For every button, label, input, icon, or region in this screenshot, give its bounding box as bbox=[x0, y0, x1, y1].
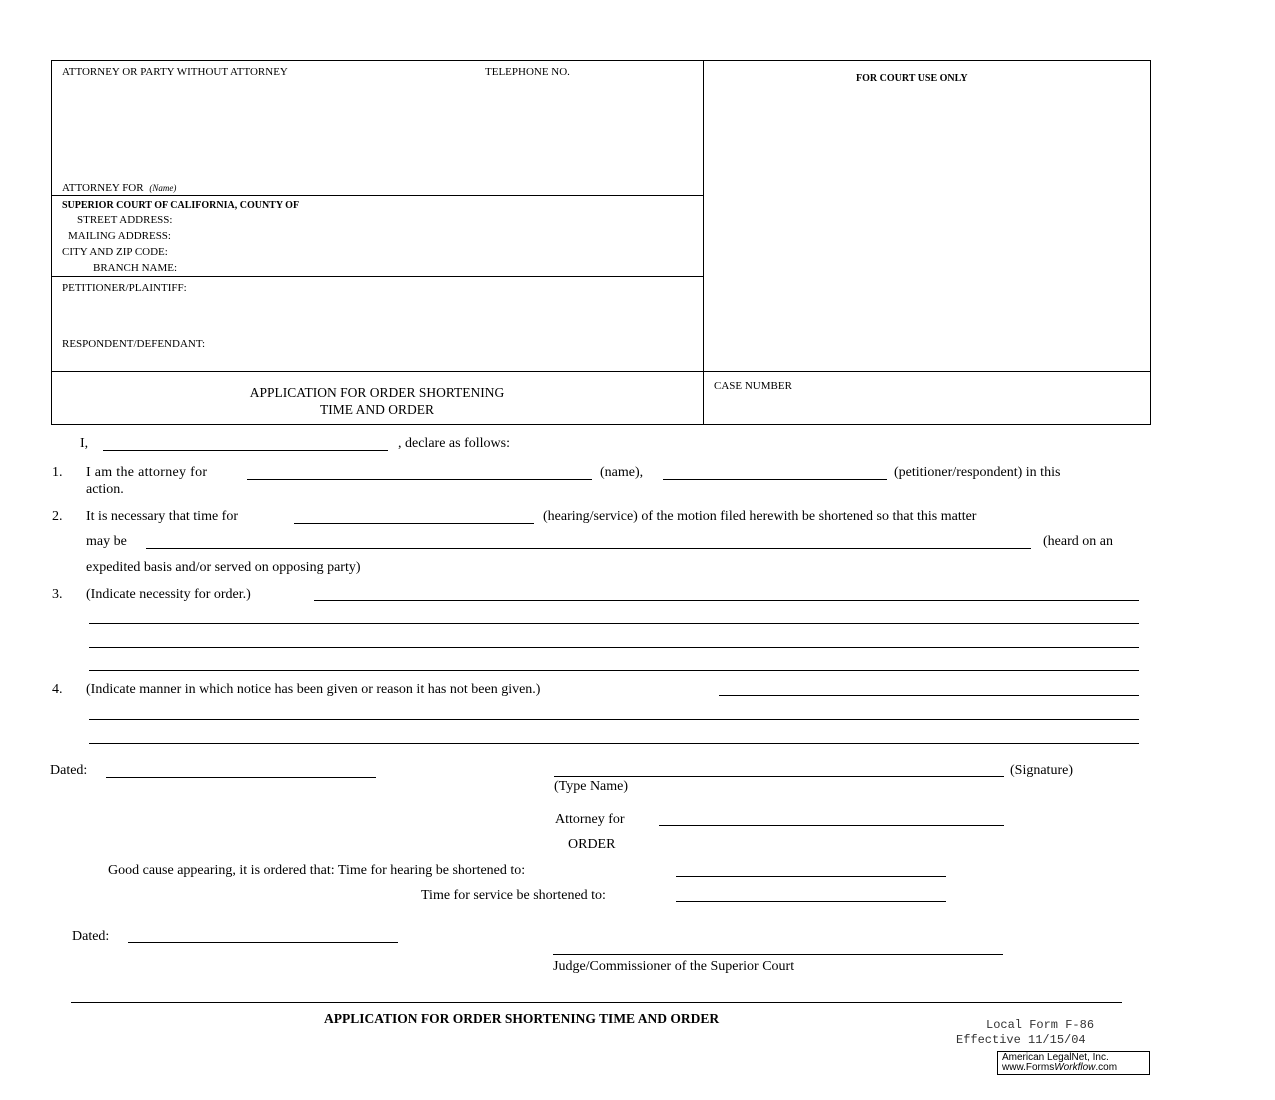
item1-text-d: action. bbox=[86, 482, 124, 497]
website-prefix: www.Forms bbox=[1002, 1062, 1055, 1073]
local-form-number: Local Form F-86 bbox=[986, 1018, 1095, 1032]
petitioner-label: PETITIONER/PLAINTIFF: bbox=[62, 282, 187, 294]
item1-text-a: I am the attorney for bbox=[86, 465, 208, 480]
case-number-label: CASE NUMBER bbox=[714, 380, 792, 392]
court-title: SUPERIOR COURT OF CALIFORNIA, COUNTY OF bbox=[62, 200, 300, 211]
declare-prefix: I, bbox=[80, 436, 89, 451]
good-cause-text: Good cause appearing, it is ordered that: Time for hearing be shortened to: bbox=[108, 863, 526, 878]
order-heading: ORDER bbox=[568, 837, 616, 852]
item3-line-2[interactable] bbox=[89, 623, 1139, 624]
item1-party-field[interactable] bbox=[663, 479, 887, 480]
dated-label: Dated: bbox=[50, 763, 88, 778]
footer-title: APPLICATION FOR ORDER SHORTENING TIME AND ORDER bbox=[324, 1011, 720, 1026]
telephone-label: TELEPHONE NO. bbox=[485, 66, 570, 78]
declare-suffix: , declare as follows: bbox=[398, 436, 510, 451]
mailing-address-label: MAILING ADDRESS: bbox=[68, 230, 171, 242]
item3-line-3[interactable] bbox=[89, 647, 1139, 648]
caption-divider-3 bbox=[51, 371, 1151, 372]
signature-label: (Signature) bbox=[1010, 763, 1073, 778]
item4-text-a: (Indicate manner in which notice has been given or reason it has not been given.) bbox=[86, 682, 541, 697]
form-title bbox=[51, 384, 703, 418]
attorney-for-sig-label: Attorney for bbox=[555, 812, 625, 827]
item2-text-d: (heard on an bbox=[1043, 534, 1113, 549]
street-address-label: STREET ADDRESS: bbox=[77, 214, 173, 226]
hearing-shortened-field[interactable] bbox=[676, 876, 946, 877]
respondent-label: RESPONDENT/DEFENDANT: bbox=[62, 338, 206, 350]
court-use-label: FOR COURT USE ONLY bbox=[856, 73, 968, 84]
form-title-line2: TIME AND ORDER bbox=[320, 402, 434, 417]
item2-text-b: (hearing/service) of the motion filed herewith be shortened so that this matter bbox=[543, 509, 977, 524]
publisher-website[interactable] bbox=[1002, 1062, 1117, 1073]
attorney-for-sig-field[interactable] bbox=[659, 825, 1004, 826]
website-italic: Workflow bbox=[1054, 1062, 1096, 1073]
service-text: Time for service be shortened to: bbox=[421, 888, 606, 903]
judge-label: Judge/Commissioner of the Superior Court bbox=[553, 959, 795, 974]
attorney-for-label bbox=[62, 182, 176, 194]
item1-number: 1. bbox=[52, 465, 63, 480]
caption-divider-1 bbox=[51, 195, 703, 196]
item4-line-3[interactable] bbox=[89, 743, 1139, 744]
website-suffix: .com bbox=[1095, 1062, 1118, 1073]
type-name-label: (Type Name) bbox=[554, 779, 629, 794]
footer-rule bbox=[71, 1002, 1122, 1003]
item3-text-a: (Indicate necessity for order.) bbox=[86, 587, 251, 602]
item1-text-b: (name), bbox=[600, 465, 644, 480]
item4-number: 4. bbox=[52, 682, 63, 697]
order-dated-label: Dated: bbox=[72, 929, 110, 944]
publisher-name: American LegalNet, Inc. bbox=[1002, 1052, 1109, 1063]
city-zip-label: CITY AND ZIP CODE: bbox=[62, 246, 168, 258]
item4-line-2[interactable] bbox=[89, 719, 1139, 720]
item3-line-1[interactable] bbox=[314, 600, 1139, 601]
item3-line-4[interactable] bbox=[89, 670, 1139, 671]
item2-may-be-field[interactable] bbox=[146, 548, 1031, 549]
attorney-for-hint: (Name) bbox=[149, 183, 177, 193]
form-title-line1: APPLICATION FOR ORDER SHORTENING bbox=[249, 385, 505, 400]
declarant-name-field[interactable] bbox=[103, 450, 388, 451]
item2-text-c: may be bbox=[86, 534, 127, 549]
service-shortened-field[interactable] bbox=[676, 901, 946, 902]
effective-date: Effective 11/15/04 bbox=[956, 1033, 1086, 1047]
item2-number: 2. bbox=[52, 509, 63, 524]
dated-field[interactable] bbox=[106, 777, 376, 778]
judge-signature-field[interactable] bbox=[553, 954, 1003, 955]
item1-text-c: (petitioner/respondent) in this bbox=[894, 465, 1061, 480]
order-dated-field[interactable] bbox=[128, 942, 398, 943]
caption-divider-2 bbox=[51, 276, 703, 277]
item2-text-a: It is necessary that time for bbox=[86, 509, 239, 524]
item1-attorney-name-field[interactable] bbox=[247, 479, 592, 480]
signature-field[interactable] bbox=[554, 776, 1004, 777]
branch-name-label: BRANCH NAME: bbox=[93, 262, 178, 274]
item3-number: 3. bbox=[52, 587, 63, 602]
attorney-label: ATTORNEY OR PARTY WITHOUT ATTORNEY bbox=[62, 66, 288, 78]
item2-time-for-field[interactable] bbox=[294, 523, 534, 524]
item2-text-e: expedited basis and/or served on opposing party) bbox=[86, 560, 361, 575]
attorney-for-text: ATTORNEY FOR bbox=[62, 182, 144, 194]
item4-line-1[interactable] bbox=[719, 695, 1139, 696]
